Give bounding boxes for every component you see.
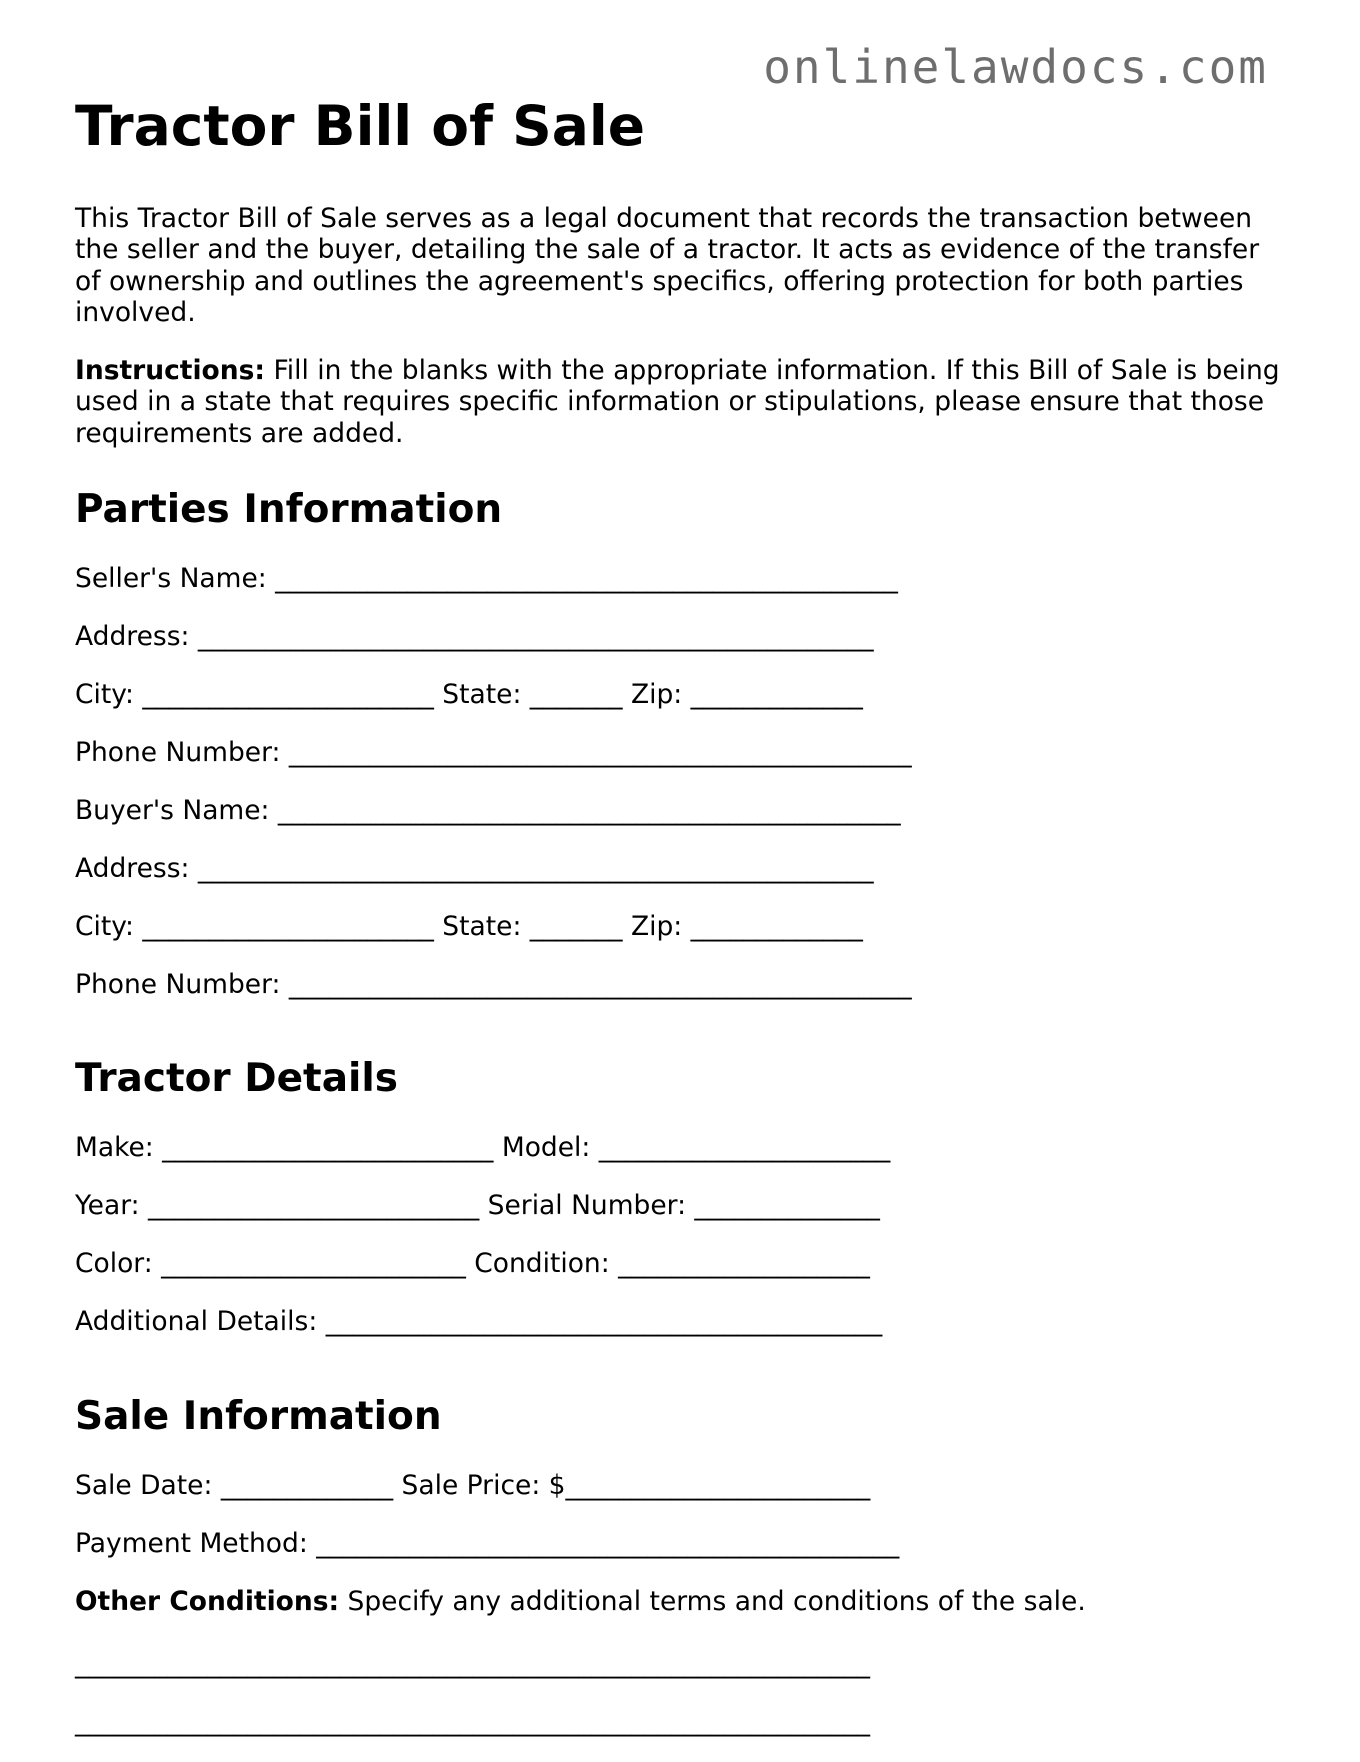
- buyer-city-state-zip-row: [75, 909, 1275, 967]
- seller-name-field[interactable]: [75, 561, 1275, 619]
- serial-label: Serial Number:: [479, 1189, 695, 1221]
- sale-price-blank[interactable]: _______________________: [565, 1469, 871, 1501]
- buyer-address-label: Address:: [75, 852, 198, 884]
- payment-method-blank[interactable]: ____________________________________________: [316, 1527, 900, 1559]
- seller-state-blank[interactable]: _______: [529, 678, 623, 710]
- seller-name-label: Seller's Name:: [75, 562, 276, 594]
- model-label: Model:: [493, 1131, 599, 1163]
- buyer-zip-blank[interactable]: _____________: [690, 910, 863, 942]
- year-label: Year:: [75, 1189, 148, 1221]
- condition-label: Condition:: [465, 1247, 619, 1279]
- buyer-name-blank[interactable]: _______________________________________________: [277, 794, 901, 826]
- instructions-text: Fill in the blanks with the appropriate information. If this Bill of Sale is being used in a state that requires specific information or stipulations, please ensure that those requirements are added.: [75, 354, 1280, 449]
- year-serial-row: [75, 1188, 1275, 1246]
- instructions-paragraph: [75, 355, 1285, 450]
- seller-phone-label: Phone Number:: [75, 736, 289, 768]
- other-conditions-line-1[interactable]: ____________________________________________________________: [75, 1647, 870, 1679]
- additional-details-field[interactable]: [75, 1304, 1275, 1362]
- intro-paragraph: This Tractor Bill of Sale serves as a legal document that records the transaction between the seller and the buyer, detailing the sale of a tractor. It acts as evidence of the transfer of ownership and outlines the agreement's specifics, offering protection for both parties involved.: [75, 202, 1260, 328]
- seller-city-state-zip-row: [75, 677, 1275, 735]
- payment-method-label: Payment Method:: [75, 1527, 317, 1559]
- make-blank[interactable]: _________________________: [162, 1131, 494, 1163]
- tractor-heading: Tractor Details: [75, 1055, 398, 1101]
- make-label: Make:: [75, 1131, 163, 1163]
- payment-method-field[interactable]: [75, 1526, 1275, 1584]
- other-conditions-text: Specify any additional terms and conditions of the sale.: [339, 1585, 1086, 1617]
- buyer-state-blank[interactable]: _______: [529, 910, 623, 942]
- sale-date-blank[interactable]: _____________: [220, 1469, 394, 1501]
- other-conditions-line-2[interactable]: ____________________________________________________________: [75, 1705, 870, 1737]
- additional-details-label: Additional Details:: [75, 1305, 326, 1337]
- instructions-label: Instructions:: [75, 354, 266, 386]
- sale-date-label: Sale Date:: [75, 1469, 221, 1501]
- seller-state-label: State:: [433, 678, 530, 710]
- serial-blank[interactable]: ______________: [694, 1189, 880, 1221]
- buyer-name-label: Buyer's Name:: [75, 794, 278, 826]
- sale-date-price-row: [75, 1468, 1275, 1526]
- seller-phone-field[interactable]: [75, 735, 1275, 793]
- seller-address-field[interactable]: [75, 619, 1275, 677]
- other-conditions-label: Other Conditions:: [75, 1585, 340, 1617]
- buyer-zip-label: Zip:: [622, 910, 691, 942]
- buyer-phone-blank[interactable]: _______________________________________________: [288, 968, 912, 1000]
- seller-city-label: City:: [75, 678, 143, 710]
- document-title: Tractor Bill of Sale: [75, 94, 646, 158]
- sale-fields: [75, 1468, 1275, 1762]
- parties-fields: [75, 561, 1275, 1025]
- color-label: Color:: [75, 1247, 162, 1279]
- seller-city-blank[interactable]: ______________________: [142, 678, 434, 710]
- year-blank[interactable]: _________________________: [148, 1189, 480, 1221]
- additional-details-blank[interactable]: __________________________________________: [325, 1305, 883, 1337]
- make-model-row: [75, 1130, 1275, 1188]
- buyer-phone-field[interactable]: [75, 967, 1275, 1025]
- other-conditions-note: [75, 1584, 1275, 1620]
- buyer-city-blank[interactable]: ______________________: [142, 910, 434, 942]
- model-blank[interactable]: ______________________: [598, 1131, 891, 1163]
- seller-zip-label: Zip:: [622, 678, 691, 710]
- seller-address-blank[interactable]: ___________________________________________________: [197, 620, 874, 652]
- buyer-address-field[interactable]: [75, 851, 1275, 909]
- document-page: [75, 94, 1280, 1762]
- tractor-fields: [75, 1130, 1275, 1362]
- color-condition-row: [75, 1246, 1275, 1304]
- watermark: onlinelawdocs.com: [763, 40, 1268, 94]
- seller-zip-blank[interactable]: _____________: [690, 678, 863, 710]
- other-conditions-lines: [75, 1646, 1275, 1762]
- buyer-state-label: State:: [433, 910, 530, 942]
- seller-phone-blank[interactable]: _______________________________________________: [288, 736, 912, 768]
- condition-blank[interactable]: ___________________: [618, 1247, 870, 1279]
- parties-heading: Parties Information: [75, 487, 503, 532]
- sale-heading: Sale Information: [75, 1393, 442, 1439]
- sale-price-label: Sale Price: $: [393, 1469, 566, 1501]
- color-blank[interactable]: _______________________: [161, 1247, 466, 1279]
- buyer-address-blank[interactable]: ___________________________________________________: [197, 852, 874, 884]
- seller-name-blank[interactable]: _______________________________________________: [275, 562, 898, 594]
- seller-address-label: Address:: [75, 620, 198, 652]
- buyer-name-field[interactable]: [75, 793, 1275, 851]
- buyer-city-label: City:: [75, 910, 143, 942]
- buyer-phone-label: Phone Number:: [75, 968, 289, 1000]
